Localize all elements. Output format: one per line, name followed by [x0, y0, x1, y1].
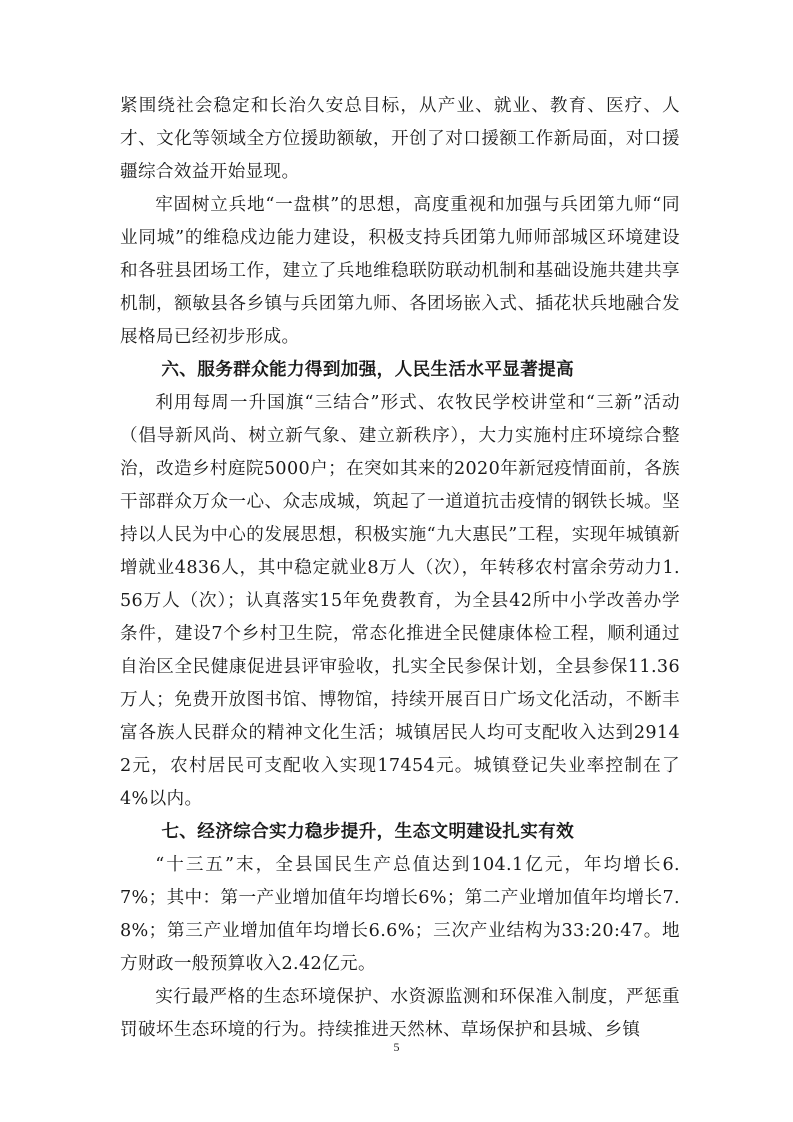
- paragraph-bingtuan-integration: 牢固树立兵地“一盘棋”的思想，高度重视和加强与兵团第九师“同业同城”的维稳戍边能力建设，积极支持兵团第九师师部城区环境建设和各驻县团场工作，建立了兵地维稳联防联动机制和基础设施共建共享机制，额敏县各乡镇与兵团第九师、各团场嵌入式、插花状兵地融合发展格局已经初步形成。: [120, 195, 680, 347]
- page-number: 5: [393, 1040, 400, 1054]
- paragraph-ecology: 实行最严格的生态环境保护、水资源监测和环保准入制度，严惩重罚破坏生态环境的行为。持续推进天然林、草场保护和县城、乡镇: [120, 987, 680, 1040]
- document-body: [120, 90, 680, 1047]
- paragraph-public-services: 利用每周一升国旗“三结合”形式、农牧民学校讲堂和“三新”活动（倡导新风尚、树立新气象、建立新秩序），大力实施村庄环境综合整治，改造乡村庭院5000户；在突如其来的2020年新冠疫情面前，各族干部群众万众一心、众志成城，筑起了一道道抗击疫情的钢铁长城。坚持以人民为中心的发展思想，积极实施“九大惠民”工程，实现年城镇新增就业4836人，其中稳定就业8万人（次），年转移农村富余劳动力1.56万人（次）；认真落实15年免费教育，为全县42所中小学改善办学条件，建设7个乡村卫生院，常态化推进全民健康体检工程，顺利通过自治区全民健康促进县评审验收，扎实全民参保计划，全县参保11.36万人；免费开放图书馆、博物馆，持续开展百日广场文化活动，不断丰富各族人民群众的精神文化生活；城镇居民人均可支配收入达到29142元，农村居民可支配收入实现17454元。城镇登记失业率控制在了4%以内。: [120, 393, 680, 809]
- section-heading-seven: 七、经济综合实力稳步提升，生态文明建设扎实有效: [161, 822, 575, 842]
- section-heading-six: 六、服务群众能力得到加强，人民生活水平显著提高: [161, 360, 575, 380]
- paragraph-aid-xinjiang: 紧围绕社会稳定和长治久安总目标，从产业、就业、教育、医疗、人才、文化等领域全方位援助额敏，开创了对口援额工作新局面，对口援疆综合效益开始显现。: [120, 96, 680, 182]
- paragraph-economy: “十三五”末，全县国民生产总值达到104.1亿元，年均增长6.7%；其中：第一产业增加值年均增长6%；第二产业增加值年均增长7.8%；第三产业增加值年均增长6.6%；三次产业结构为33:20:47。地方财政一般预算收入2.42亿元。: [120, 855, 680, 974]
